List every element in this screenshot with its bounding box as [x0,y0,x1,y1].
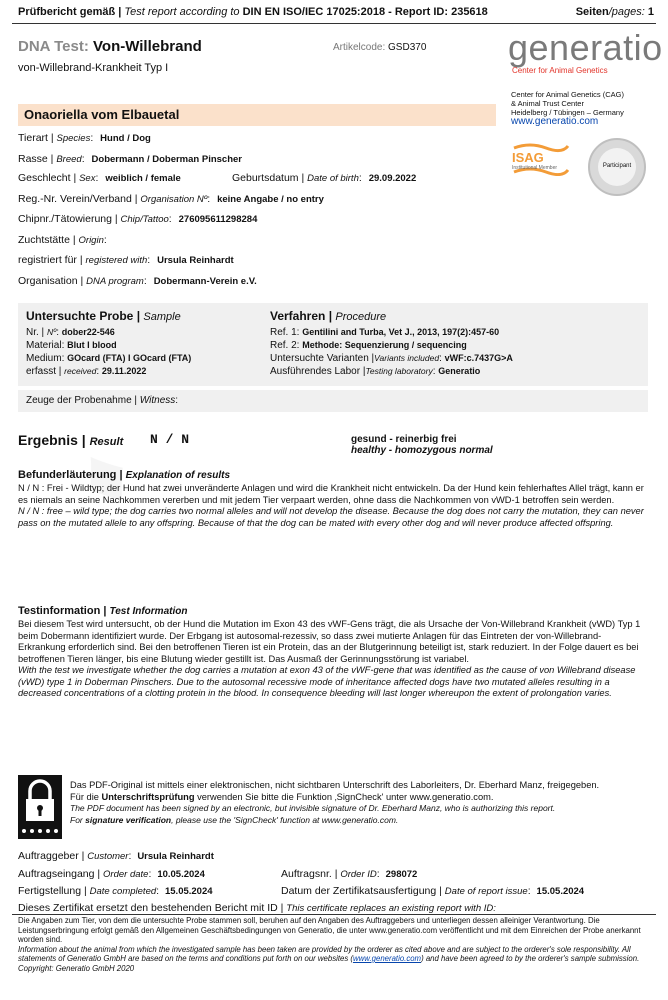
customer-label-en: Customer [87,851,129,862]
signature-de1: Das PDF-Original ist mittels einer elektronischen, nicht sichtbaren Unterschrift des Laborleiters, Dr. Eberhard Manz, freigegeben. [70,780,600,790]
article-code [333,42,426,53]
order-date-value: 10.05.2024 [157,869,205,880]
sample-nr-label: Nr. [26,327,39,338]
explanation-title: Befunderläuterung | Explanation of results [18,469,231,481]
ref2-label: Ref. 2: [270,340,300,351]
sample-nr-value: dober22-546 [61,327,115,337]
sample-nr-line: Nr. | Nº: dober22-546 [26,327,115,338]
dob-value: 29.09.2022 [368,173,417,184]
explanation-title-en: Explanation of results [125,470,231,481]
completed-line: Fertigstellung | Date completed: 15.05.2024 [18,885,213,897]
cag-url[interactable]: www.generatio.com [511,116,599,127]
customer-label: Auftraggeber [18,850,79,862]
origin-label-en: Origin [78,235,104,246]
signature-en2-post: , please use the 'SignCheck' function at www.generatio.com. [171,814,399,825]
issue-label-en: Date of report issue [444,886,528,897]
signature-de2-bold: Unterschriftsprüfung [101,791,195,802]
result-de: gesund - reinerbig frei [351,434,457,445]
dna-test-title [18,38,202,55]
sample-title-de: Untersuchte Probe [26,309,134,323]
animal-name-bar: Onaoriella vom Elbauetal [18,104,496,126]
witness-label: Zeuge der Probenahme [26,395,132,406]
order-date-label-en: Order date [103,869,149,880]
procedure-variants: Untersuchte Varianten |Variants included: vWF:c.7437G>A [270,353,513,364]
variants-label-en: Variants included [374,353,440,363]
witness-box: Zeuge der Probenahme | Witness: [18,390,648,412]
procedure-ref2 [270,339,640,352]
result-en: healthy - homozygous normal [351,445,493,456]
disclaimer-en-pre: Information about the animal from which the investigated sample has been taken are provided by the orderer as cited above and are subject to the orderer's sole responsibility. All statements of Generatio GmbH are based on the terms and conditions put forth on our websites ( [18,944,631,963]
result-description [351,434,493,456]
isag-badge [510,142,570,176]
signature-note [70,780,650,826]
order-date-label: Auftragseingang [18,868,95,880]
pages-value: 1 [647,6,654,18]
dob-label: Geburtsdatum [232,172,299,184]
disclaimer-en [18,945,650,974]
testinfo-title-en: Test Information [109,606,188,617]
testinfo-text [18,619,648,700]
header-divider [12,23,656,24]
dob-label-en: Date of birth [307,173,359,184]
logo-word: generatio [508,27,663,68]
replaces-label: Dieses Zertifikat ersetzt den bestehenden Bericht mit ID [18,902,278,914]
result-title: Ergebnis | Result [18,432,124,448]
generatio-logo [508,27,663,75]
explanation-title-de: Befunderläuterung [18,469,117,481]
row-species: Tierart | Species: Hund / Dog [18,132,151,144]
pages-info [576,6,654,18]
explanation-de: N / N : Frei - Wildtyp; der Hund hat zwei unveränderte Anlagen und wird die Krankheit nicht entwickeln. Da der Hund kein fehlerhaftes Allel trägt, kann er es niemals an seine Nachkommen vererben und mit jedem Tier verpaart werden, ohne dass die Nachkommen von vWD-1 betroffen sein werden. [18,483,644,505]
sample-received-value: 29.11.2022 [101,366,147,376]
customer-line: Auftraggeber | Customer: Ursula Reinhardt [18,850,214,862]
program-value: Dobermann-Verein e.V. [153,276,257,287]
registered-label: registriert für [18,254,77,266]
header-prefix: Prüfbericht gemäß [18,6,116,18]
replaces-line: Dieses Zertifikat ersetzt den bestehenden Bericht mit ID | This certificate replaces an existing report with ID: [18,902,496,914]
order-date-line: Auftragseingang | Order date: 10.05.2024 [18,868,205,880]
sample-received-label-en: received [64,366,97,376]
row-organisation-no: Reg.-Nr. Verein/Verband | Organisation Nº: keine Angabe / no entry [18,193,324,205]
explanation-text [18,483,648,529]
regnr-label: Reg.-Nr. Verein/Verband [18,193,132,205]
row-chip: Chipnr./Tätowierung | Chip/Tattoo: 276095611298284 [18,213,258,225]
explanation-en: N / N : free – wild type; the dog carries two normal alleles and will not develop the disease. Because the dog does not carry the mutation, they can never pass on the mutated allele to any offspring. Because of that the dog can be mated with every other dog and will never produce affected offspring. [18,506,644,528]
result-label: Ergebnis [18,432,78,448]
chip-label: Chipnr./Tätowierung [18,213,112,225]
procedure-title-en: Procedure [335,311,387,323]
lab-label-en: Testing laboratory [365,366,433,376]
result-label-en: Result [89,436,124,448]
procedure-box [262,303,648,386]
procedure-ref1 [270,326,640,339]
row-dob: Geburtsdatum | Date of birth: 29.09.2022 [232,172,417,184]
participant-seal [588,138,646,196]
chip-label-en: Chip/Tattoo [120,214,169,225]
logo-subtitle: Center for Animal Genetics [512,66,608,75]
ref1-label: Ref. 1: [270,327,300,338]
signature-en1: The PDF document has been signed by an electronic, but invisible signature of Dr. Eberhard Manz, who is authorizing this report. [70,803,556,813]
lab-value: Generatio [438,366,481,376]
ref1-value: Gentilini and Turba, Vet J., 2013, 197(2):457-60 [302,327,500,337]
disclaimer-en-post: ) and have been agreed to by the orderer's sample submission. Copyright: Generatio GmbH 2020 [18,954,640,973]
completed-label-en: Date completed [89,886,157,897]
completed-label: Fertigstellung [18,885,82,897]
sex-value: weiblich / female [105,173,181,184]
replaces-label-en: This certificate replaces an existing report with ID: [286,903,496,914]
completed-value: 15.05.2024 [164,886,213,897]
cag-line1: Center for Animal Genetics (CAG) [511,90,624,99]
signature-de2 [70,792,650,804]
cag-address [511,90,656,126]
procedure-title: Verfahren | Procedure [270,309,387,323]
pages-label: Seiten [575,6,609,18]
sample-title: Untersuchte Probe | Sample [26,309,181,323]
origin-label: Zuchtstätte [18,234,70,246]
order-id-label-en: Order ID [340,869,377,880]
result-value: N / N [150,432,190,447]
row-registered: registriert für | registered with: Ursula Reinhardt [18,254,234,266]
testinfo-de: Bei diesem Test wird untersucht, ob der Hund die Mutation im Exon 43 des vWF-Gens trägt, die als Ursache der Von-Willebrand Krankheit (vWD) Typ 1 beim Dobermann identifiziert wurde. Der Erbgang ist autosomal-rezessiv, so dass zwei mutierte Anlagen für das Eintreten der von-Willebrand-Erkrankung erforderlich sind. Bei den betroffenen Tieren ist ein Protein, das an der Blutgerinnung beteiligt ist, stark reduziert. In der Folge dauert es bei betroffenen Tieren länger, bis eine Blutung wieder gestillt ist. Das Ausmaß der Gerinnungsstörung ist variabel. [18,619,641,664]
signature-en2-pre: For [70,814,83,825]
species-label-en: Species [56,133,91,144]
registered-label-en: registered with [85,255,148,266]
lab-label: Ausführendes Labor [270,366,361,377]
testinfo-title-de: Testinformation [18,605,101,617]
registered-value: Ursula Reinhardt [157,255,234,266]
article-code-value: GSD370 [388,42,427,53]
witness-label-en: Witness [139,395,176,406]
sample-medium-value: GOcard (FTA) I GOcard (FTA) [67,353,192,363]
dna-test-subtitle: von-Willebrand-Krankheit Typ I [18,62,169,74]
sample-medium-label: Medium: [26,353,65,364]
seal-label: Participant [598,148,636,186]
procedure-title-de: Verfahren [270,309,326,323]
signature-en2-bold: signature verification [85,814,172,825]
header-italic: Test report according to [124,6,240,18]
sex-label-en: Sex [79,173,96,184]
sample-material-value: Blut I blood [67,340,117,350]
signature-en2 [70,815,650,827]
testinfo-en: With the test we investigate whether the dog carries a mutation at exon 43 of the vWF-gene that was identified as the cause of von Willebrand disease (vWD) type 1 in Doberman Pinschers. Due to the autosomal recessive mode of inheritance affected dogs have two mutated alleles resulting in a decreased concentrations of a clotting protein in the blood. In consequence bleeding will last longer whereupon the extent of prolongation varies. [18,665,636,698]
report-id: 235618 [451,6,488,18]
disclaimer-de: Die Angaben zum Tier, von dem die untersuchte Probe stammen soll, beruhen auf den Angaben des Auftraggebers und unterliegen dessen alleiniger Verantwortung. Die Leistungserbringung erfolgt gemäß den Allgemeinen Geschäftsbedingungen von Generatio, die unter www.generatio.com veröffentlicht und mit dem Einreichen der Probe anerkannt worden sind. [18,916,641,944]
isag-sublabel: Institutional Member [512,165,558,171]
header-suffix: DIN EN ISO/IEC 17025:2018 - Report ID: [242,6,449,18]
species-label: Tierart [18,132,48,144]
sample-title-en: Sample [143,311,181,323]
row-breed: Rasse | Breed: Dobermann / Doberman Pinscher [18,153,242,165]
procedure-lab: Ausführendes Labor |Testing laboratory: Generatio [270,366,481,377]
cag-line3: Heidelberg / Tübingen – Germany [511,108,624,117]
variants-value: vWF:c.7437G>A [444,353,513,363]
regnr-value: keine Angabe / no entry [217,194,324,205]
variants-label: Untersuchte Varianten [270,353,369,364]
breed-label-en: Breed [56,154,82,165]
order-id-value: 298072 [385,869,418,880]
breed-value: Dobermann / Doberman Pinscher [91,154,242,165]
chip-value: 276095611298284 [178,214,258,225]
row-dna-program: Organisation | DNA program: Dobermann-Verein e.V. [18,275,257,287]
sample-received-label: erfasst [26,366,57,377]
dna-test-label: DNA Test: [18,38,89,55]
disclaimer-link[interactable]: www.generatio.com [353,954,422,963]
program-label: Organisation [18,275,78,287]
program-label-en: DNA program [86,276,144,287]
sample-nr-label-en: Nº [46,327,57,337]
lock-icon [18,775,62,839]
signature-de2-pre: Für die [70,791,99,802]
issue-label: Datum der Zertifikatsausfertigung [281,885,437,897]
row-sex: Geschlecht | Sex: weiblich / female [18,172,181,184]
sample-received-line: erfasst | received: 29.11.2022 [26,366,147,377]
row-origin: Zuchtstätte | Origin: [18,234,107,246]
footer-divider [12,914,656,915]
article-code-label: Artikelcode: [333,42,386,53]
customer-value: Ursula Reinhardt [137,851,214,862]
report-header [18,6,654,22]
signature-de2-post: verwenden Sie bitte die Funktion ‚SignCheck' unter www.generatio.com. [197,791,494,802]
order-id-line: Auftragsnr. | Order ID: 298072 [281,868,418,880]
isag-label: ISAG [512,150,544,165]
issue-line: Datum der Zertifikatsausfertigung | Date of report issue: 15.05.2024 [281,885,585,897]
regnr-label-en: Organisation Nº [140,194,208,205]
pages-label-en: /pages: [608,6,645,18]
sample-material-label: Material: [26,340,65,351]
sex-label: Geschlecht [18,172,71,184]
disclaimer [18,916,650,973]
testinfo-title: Testinformation | Test Information [18,605,188,617]
cag-line2: & Animal Trust Center [511,99,584,108]
breed-label: Rasse [18,153,48,165]
issue-value: 15.05.2024 [536,886,585,897]
header-sep: | [118,6,122,18]
ref2-value: Methode: Sequenzierung / sequencing [302,340,467,350]
order-id-label: Auftragsnr. [281,868,332,880]
species-value: Hund / Dog [100,133,151,144]
dna-test-name: Von-Willebrand [93,38,202,55]
